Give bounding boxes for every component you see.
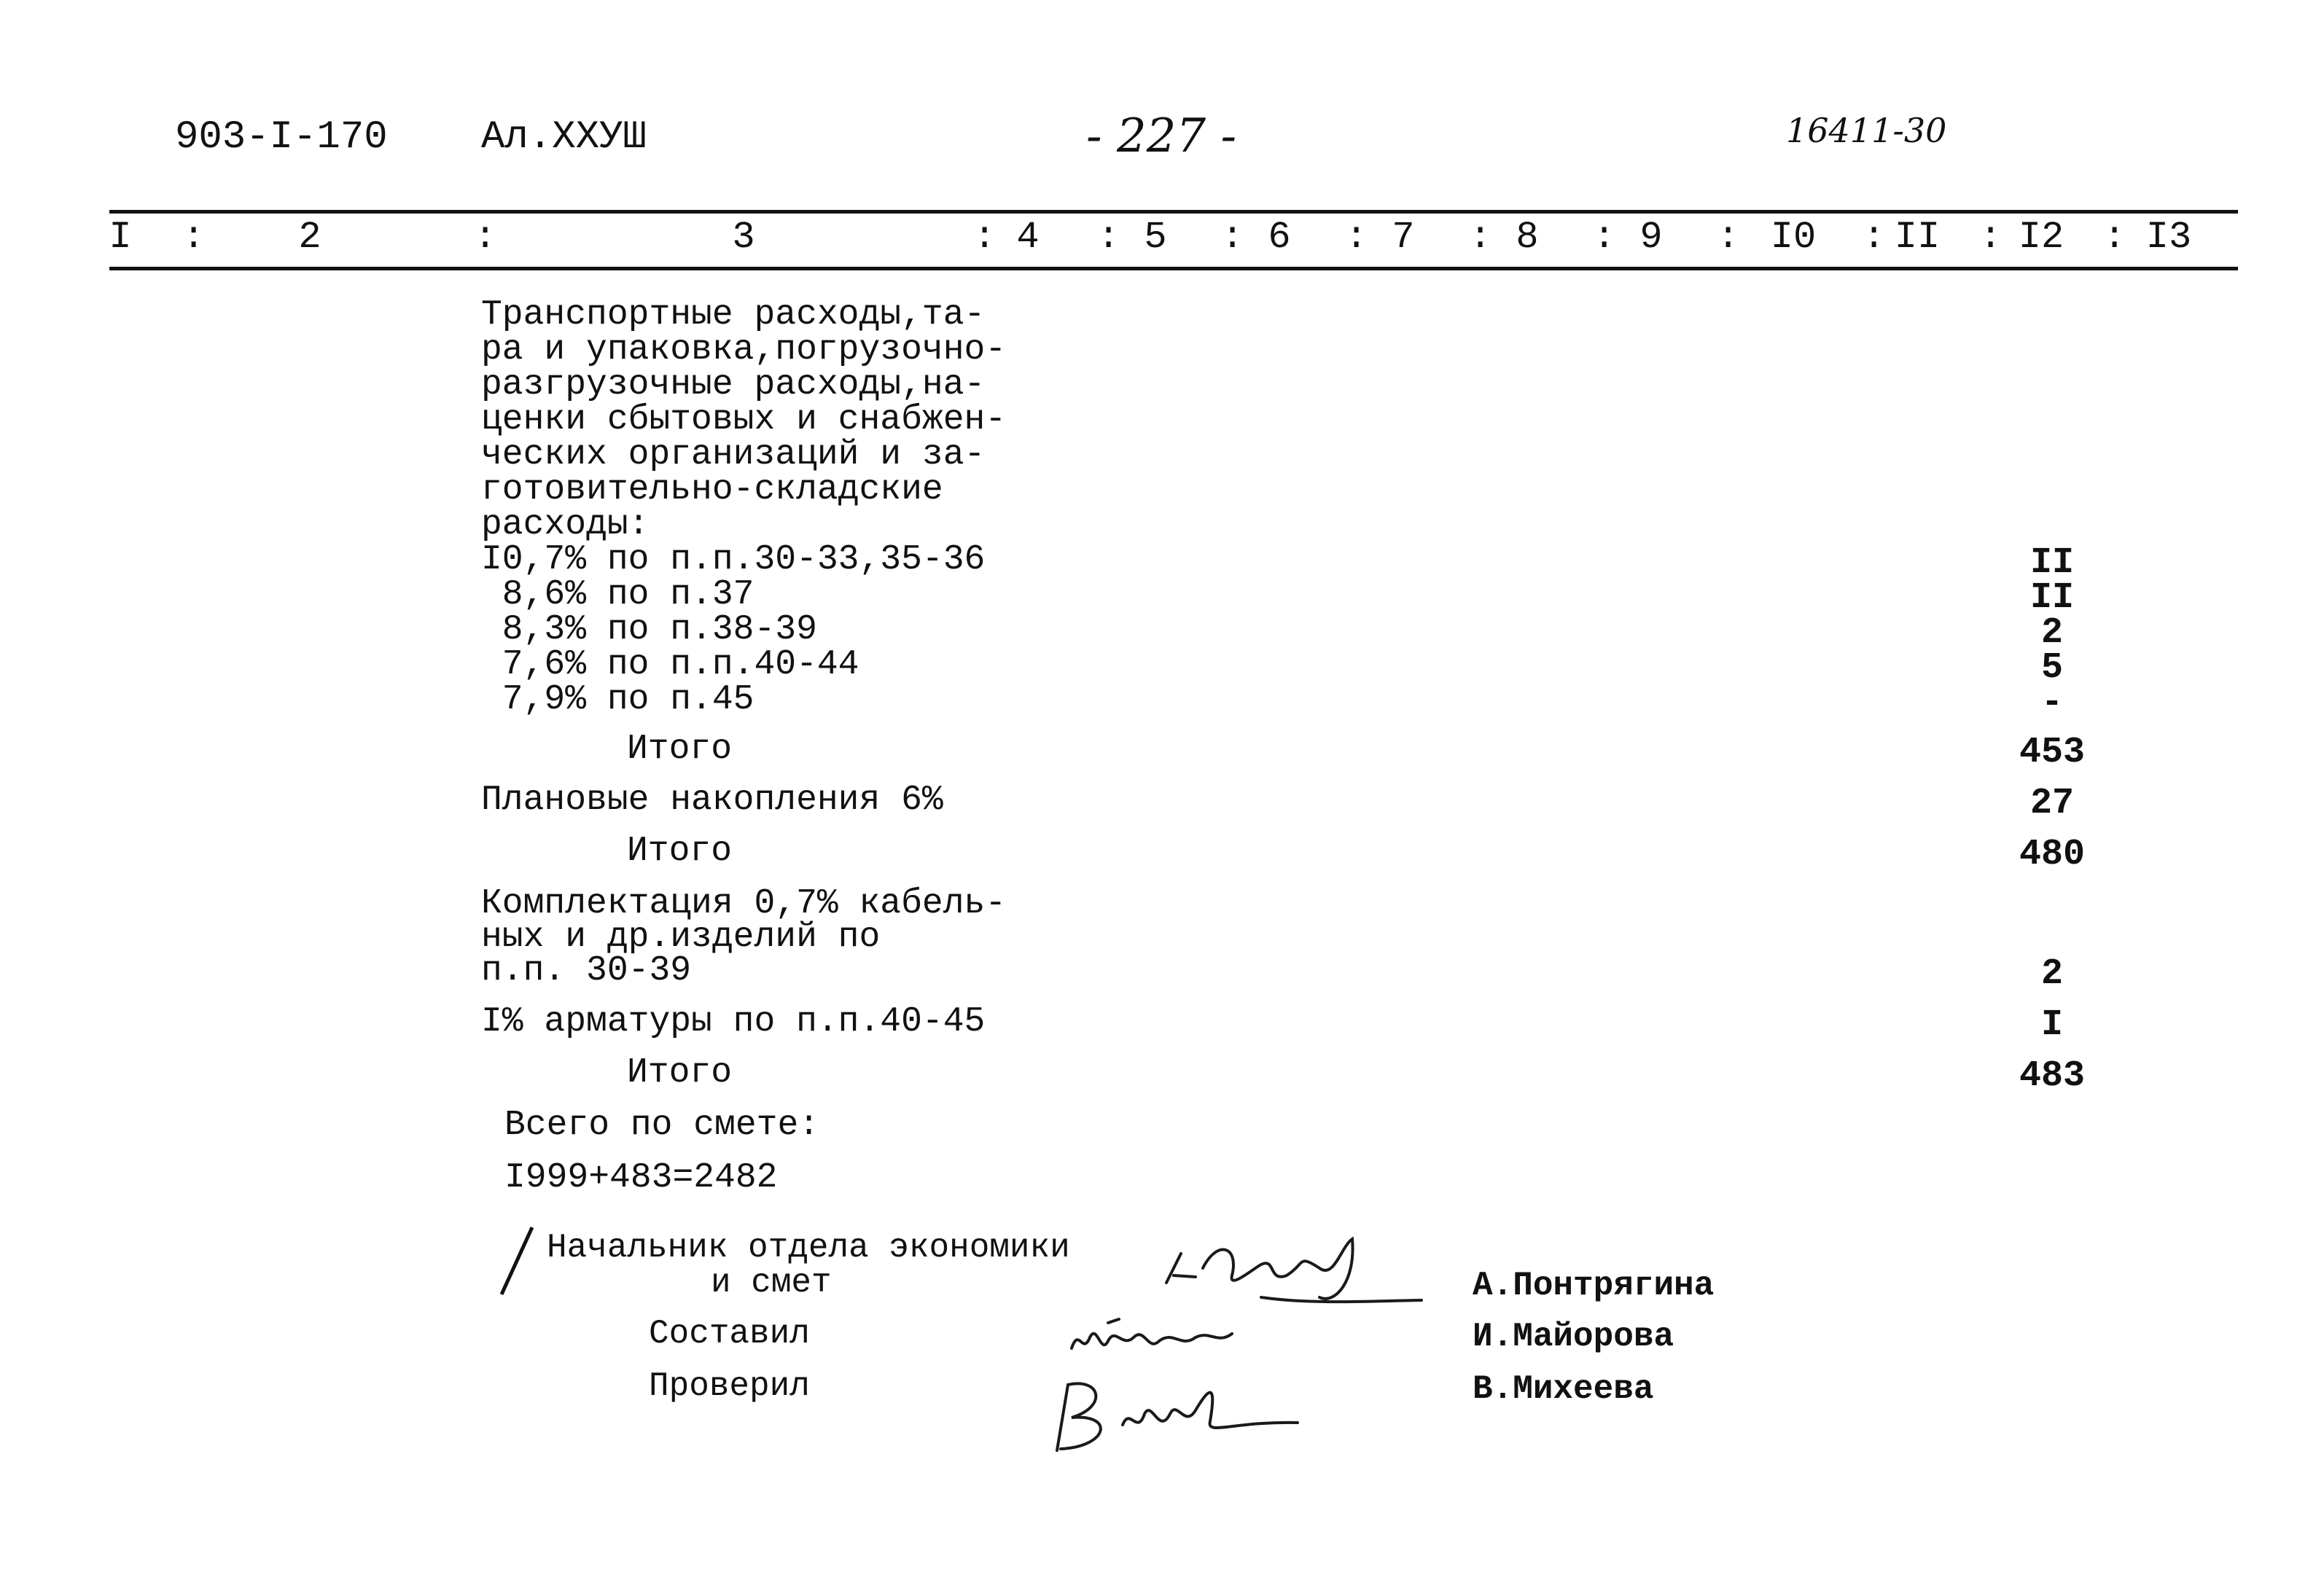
signatory-name: И.Майорова	[1473, 1318, 1674, 1356]
column-separator: :	[182, 216, 206, 259]
signature-role: Составил	[649, 1315, 810, 1353]
column-separator: :	[1221, 216, 1244, 259]
column-separator: :	[1345, 216, 1368, 259]
text-line: ценки сбытовых и снабжен-	[481, 400, 1007, 439]
handwritten-signature	[1042, 1356, 1319, 1465]
column-number: 2	[298, 216, 321, 259]
text-line: ра и упаковка,погрузочно-	[481, 330, 1007, 370]
column-number: 8	[1516, 216, 1539, 259]
column-separator: :	[1863, 216, 1886, 259]
transport-costs-text	[481, 297, 1006, 542]
column-number: 7	[1392, 216, 1415, 259]
column-separator: :	[474, 216, 497, 259]
final-total-label: Итого	[627, 1053, 733, 1093]
column-number: I0	[1770, 216, 1817, 259]
column-separator: :	[1593, 216, 1616, 259]
rate-value: II	[2029, 577, 2074, 619]
subtotal-value: 480	[2019, 834, 2085, 875]
subtotal-label: Итого	[627, 832, 733, 871]
column-number: 9	[1639, 216, 1663, 259]
album-label: Ал.ХХУШ	[481, 115, 647, 160]
planned-savings-label: Плановые накопления 6%	[481, 781, 943, 820]
column-separator: :	[973, 216, 997, 259]
text-line: ческих организаций и за-	[481, 435, 986, 474]
column-number: 4	[1016, 216, 1040, 259]
signature-role-cont: и смет	[711, 1264, 832, 1302]
fittings-label: I% арматуры по п.п.40-45	[481, 1002, 986, 1041]
grand-total-label: Всего по смете:	[504, 1106, 820, 1145]
subtotal-value: 453	[2019, 732, 2085, 773]
rate-line: I0,7% по п.п.30-33,35-36	[481, 540, 986, 579]
slash-mark	[496, 1224, 539, 1297]
completion-line: п.п. 30-39	[481, 951, 692, 990]
rate-value: -	[2040, 682, 2063, 724]
subtotal-label: Итого	[627, 730, 733, 769]
completion-line: Комплектация 0,7% кабель-	[481, 884, 1007, 923]
column-separator: :	[1469, 216, 1492, 259]
column-number: I2	[2018, 216, 2064, 259]
completion-value: 2	[2040, 953, 2063, 995]
rate-line: 8,3% по п.38-39	[481, 610, 817, 649]
signatory-name: В.Михеева	[1473, 1370, 1654, 1408]
header-bottom-rule	[109, 267, 2238, 270]
column-number: 3	[732, 216, 755, 259]
column-number: II	[1894, 216, 1941, 259]
column-number: 5	[1144, 216, 1167, 259]
grand-total-formula: I999+483=2482	[504, 1158, 778, 1197]
signature-role: Проверил	[649, 1367, 810, 1405]
completion-line: ных и др.изделий по	[481, 918, 881, 957]
column-separator: :	[1717, 216, 1740, 259]
document-code: 903-I-170	[175, 115, 388, 160]
rate-line: 7,6% по п.п.40-44	[481, 645, 859, 684]
column-number: I3	[2145, 216, 2192, 259]
signature-role: Начальник отдела экономики	[547, 1229, 1070, 1267]
column-separator: :	[1097, 216, 1120, 259]
page-number: - 227 -	[1086, 109, 1237, 163]
text-line: Транспортные расходы,та-	[481, 295, 986, 335]
signatory-name: А.Понтрягина	[1473, 1267, 1715, 1305]
text-line: расходы:	[481, 505, 650, 544]
reference-number: 16411-30	[1786, 111, 1947, 150]
column-separator: :	[2103, 216, 2126, 259]
rate-value: II	[2029, 542, 2074, 584]
rate-line: 7,9% по п.45	[481, 680, 754, 719]
rate-line: 8,6% по п.37	[481, 575, 754, 614]
planned-savings-value: 27	[2029, 783, 2074, 824]
rate-value: 2	[2040, 612, 2063, 654]
fittings-value: I	[2040, 1004, 2063, 1046]
text-line: готовительно-складские	[481, 470, 943, 509]
rate-value: 5	[2040, 647, 2063, 689]
column-number: I	[109, 216, 132, 259]
final-total-value: 483	[2019, 1055, 2085, 1097]
text-line: разгрузочные расходы,на-	[481, 365, 986, 404]
column-number: 6	[1268, 216, 1291, 259]
column-separator: :	[1979, 216, 2003, 259]
header-top-rule	[109, 210, 2238, 214]
